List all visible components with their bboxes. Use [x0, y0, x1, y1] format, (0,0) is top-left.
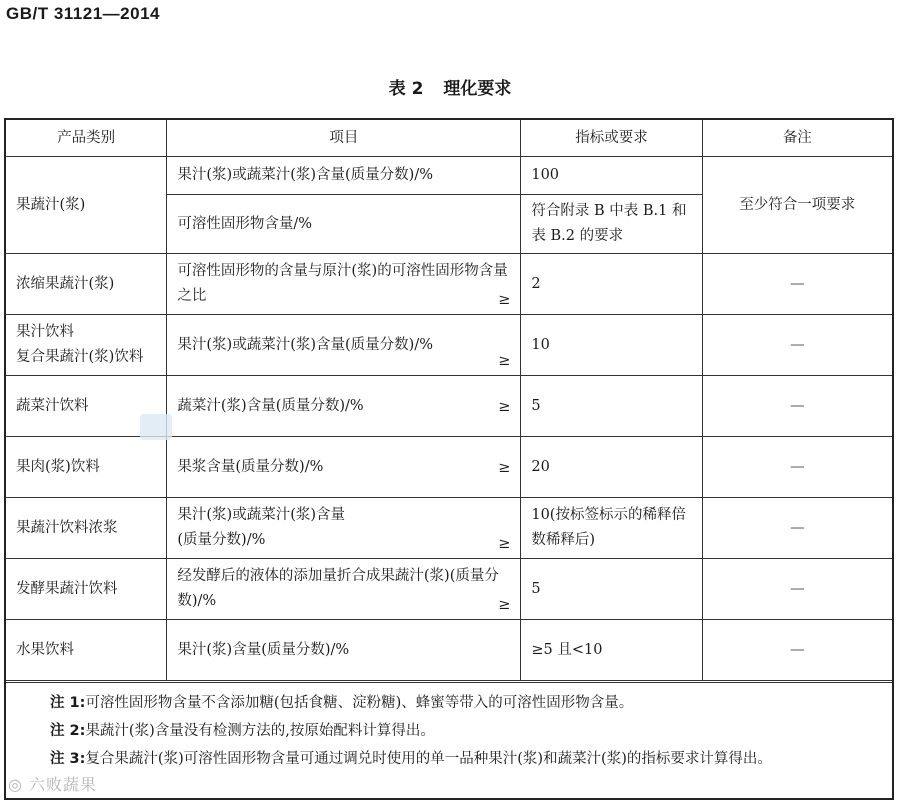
- table-row: [6, 437, 892, 498]
- header-remark: 备注: [702, 120, 892, 157]
- requirements-table-frame: [4, 118, 894, 800]
- item-cell: [167, 315, 521, 376]
- value-cell: 10(按标签标示的稀释倍数稀释后): [521, 498, 702, 559]
- remark-cell: —: [702, 376, 892, 437]
- value-cell: 2: [521, 254, 702, 315]
- category-cell: 浓缩果蔬汁(浆): [6, 254, 167, 315]
- watermark-text: 六败蔬果: [29, 775, 98, 794]
- watermark-logo-icon: [140, 414, 172, 440]
- category-cell: 果蔬汁饮料浓浆: [6, 498, 167, 559]
- geq-symbol: ≥: [498, 536, 511, 552]
- table-title: [0, 74, 900, 99]
- requirements-table: [6, 120, 892, 681]
- item-cell: [167, 437, 521, 498]
- geq-symbol: ≥: [498, 597, 511, 613]
- table-row: [6, 254, 892, 315]
- value-cell: 符合附录 B 中表 B.1 和表 B.2 的要求: [521, 195, 702, 254]
- table-row: [6, 376, 892, 437]
- standard-code: GB/T 31121—2014: [6, 4, 160, 23]
- value-cell: 10: [521, 315, 702, 376]
- note-2: [50, 717, 892, 745]
- category-cell: 果蔬汁(浆): [6, 157, 167, 254]
- table-row: [6, 315, 892, 376]
- note-label: 注 2:: [50, 723, 86, 739]
- item-cell: [167, 254, 521, 315]
- table-header-row: [6, 120, 892, 157]
- category-cell: 果肉(浆)饮料: [6, 437, 167, 498]
- remark-cell: —: [702, 559, 892, 620]
- item-cell: 果汁(浆)或蔬菜汁(浆)含量(质量分数)/%: [167, 157, 521, 195]
- header-item: 项目: [167, 120, 521, 157]
- category-cell: 发酵果蔬汁饮料: [6, 559, 167, 620]
- table-row: [6, 157, 892, 195]
- category-cell: 蔬菜汁饮料: [6, 376, 167, 437]
- item-text: 果汁(浆)或蔬菜汁(浆)含量 (质量分数)/%: [177, 507, 346, 548]
- item-text: 可溶性固形物的含量与原汁(浆)的可溶性固形物含量之比: [177, 263, 508, 304]
- note-text: 可溶性固形物含量不含添加糖(包括食糖、淀粉糖)、蜂蜜等带入的可溶性固形物含量。: [85, 695, 634, 711]
- note-label: 注 3:: [50, 751, 86, 767]
- remark-cell: —: [702, 620, 892, 681]
- value-cell: 100: [521, 157, 702, 195]
- remark-cell: —: [702, 498, 892, 559]
- item-text: 蔬菜汁(浆)含量(质量分数)/%: [177, 397, 364, 414]
- table-number: 表 2: [388, 79, 424, 99]
- note-text: 复合果蔬汁(浆)可溶性固形物含量可通过调兑时使用的单一品种果汁(浆)和蔬菜汁(浆)的指标要求计算得出。: [85, 751, 772, 767]
- item-text: 果浆含量(质量分数)/%: [177, 458, 324, 475]
- item-text: 果汁(浆)或蔬菜汁(浆)含量(质量分数)/%: [177, 336, 433, 353]
- category-cell: 果汁饮料 复合果蔬汁(浆)饮料: [6, 315, 167, 376]
- value-cell: 20: [521, 437, 702, 498]
- note-text: 果蔬汁(浆)含量没有检测方法的,按原始配料计算得出。: [85, 723, 435, 739]
- geq-symbol: ≥: [498, 460, 511, 476]
- remark-cell: 至少符合一项要求: [702, 157, 892, 254]
- item-cell: [167, 559, 521, 620]
- table-notes: [6, 682, 892, 773]
- remark-cell: —: [702, 315, 892, 376]
- table-row: [6, 498, 892, 559]
- item-text: 经发酵后的液体的添加量折合成果蔬汁(浆)(质量分数)/%: [177, 568, 499, 609]
- item-cell: [167, 498, 521, 559]
- value-cell: 5: [521, 559, 702, 620]
- note-3: [50, 745, 892, 773]
- watermark: [8, 772, 97, 795]
- table-caption: 理化要求: [443, 79, 512, 99]
- remark-cell: —: [702, 437, 892, 498]
- geq-symbol: ≥: [498, 353, 511, 369]
- remark-cell: —: [702, 254, 892, 315]
- header-requirement: 指标或要求: [521, 120, 702, 157]
- item-cell: 可溶性固形物含量/%: [167, 195, 521, 254]
- item-cell: [167, 376, 521, 437]
- geq-symbol: ≥: [498, 292, 511, 308]
- value-cell: ≥5 且<10: [521, 620, 702, 681]
- note-label: 注 1:: [50, 695, 86, 711]
- header-category: 产品类别: [6, 120, 167, 157]
- geq-symbol: ≥: [498, 399, 511, 415]
- item-cell: 果汁(浆)含量(质量分数)/%: [167, 620, 521, 681]
- value-cell: 5: [521, 376, 702, 437]
- category-cell: 水果饮料: [6, 620, 167, 681]
- watermark-logo: ◎: [8, 775, 30, 794]
- note-1: [50, 689, 892, 717]
- table-row: [6, 559, 892, 620]
- table-row: [6, 620, 892, 681]
